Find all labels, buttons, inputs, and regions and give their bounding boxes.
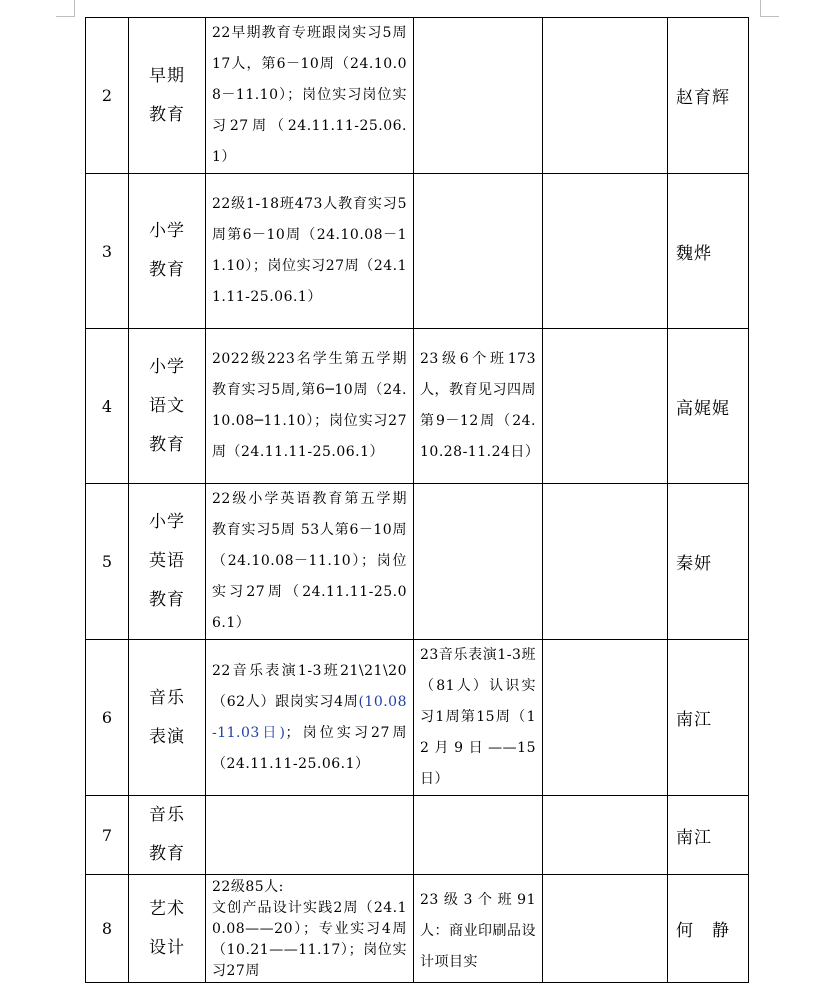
plan-cell [206, 875, 414, 983]
empty-cell [543, 484, 668, 640]
plan-b-cell: 23级6个班173人，教育见习四周第9－12周（24.10.28-11.24日） [414, 329, 543, 484]
major-cell [129, 875, 206, 983]
table-row [86, 484, 749, 640]
major-line: 设计 [149, 937, 185, 958]
plan-text: ；岗位实习27周（24.11.11-25.06.1） [212, 724, 407, 772]
plan-b-cell: 23级3个班91人：商业印刷品设计项目实 [414, 875, 543, 983]
major-line: 小学 [149, 221, 185, 241]
major-cell [129, 18, 206, 174]
plan-line: 22级85人: [212, 879, 284, 895]
person-cell: 魏烨 [668, 174, 749, 329]
major-line: 教育 [149, 844, 185, 864]
internship-plan-table [85, 17, 749, 983]
row-number: 2 [86, 18, 129, 174]
major-line: 音乐 [149, 805, 185, 825]
plan-cell: 2022级223名学生第五学期教育实习5周,第6─10周（24.10.08─11.10）；岗位实习27周（24.11.11-25.06.1） [206, 329, 414, 484]
major-line: 早期 [149, 65, 185, 86]
table-row [86, 796, 749, 875]
table-row [86, 174, 749, 329]
page-corner-mark-right [760, 0, 779, 17]
major-line: 小学 [149, 356, 185, 377]
plan-date-highlight: (10.08-11.03日) [212, 693, 407, 741]
row-number: 6 [86, 640, 129, 796]
major-line: 表演 [149, 726, 185, 747]
major-line: 小学 [149, 512, 185, 532]
plan-b-cell [414, 18, 543, 174]
major-line: 教育 [149, 260, 185, 280]
major-cell [129, 484, 206, 640]
empty-cell [543, 875, 668, 983]
person-cell: 高娓娓 [668, 329, 749, 484]
major-line: 英语 [149, 551, 185, 571]
empty-cell [543, 174, 668, 329]
plan-b-cell [414, 174, 543, 329]
row-number: 3 [86, 174, 129, 329]
person-cell: 何 静 [668, 875, 749, 983]
plan-text: 22音乐表演1-3班21\21\20（62人）跟岗实习4周 [212, 662, 407, 710]
plan-cell [206, 796, 414, 875]
row-number: 8 [86, 875, 129, 983]
plan-cell: 22级1-18班473人教育实习5周第6－10周（24.10.08－11.10）；岗位实习27周（24.11.11-25.06.1） [206, 174, 414, 329]
major-line: 音乐 [149, 687, 185, 708]
row-number: 5 [86, 484, 129, 640]
major-line: 教育 [149, 104, 185, 125]
table-row [86, 329, 749, 484]
empty-cell [543, 329, 668, 484]
person-cell: 南江 [668, 640, 749, 796]
empty-cell [543, 640, 668, 796]
major-line: 教育 [149, 434, 185, 455]
major-line: 语文 [149, 395, 185, 416]
plan-cell: 22级小学英语教育第五学期 教育实习5周 53人第6－10周（24.10.08－11.10）；岗位实习27周（24.11.11-25.06.1） [206, 484, 414, 640]
person-cell: 南江 [668, 796, 749, 875]
major-line: 艺术 [149, 898, 185, 919]
major-cell [129, 174, 206, 329]
major-cell [129, 640, 206, 796]
empty-cell [543, 18, 668, 174]
table-row [86, 18, 749, 174]
row-number: 7 [86, 796, 129, 875]
empty-cell [543, 796, 668, 875]
table-row [86, 875, 749, 983]
plan-b-cell [414, 484, 543, 640]
table-row [86, 640, 749, 796]
plan-cell [206, 640, 414, 796]
row-number: 4 [86, 329, 129, 484]
person-cell: 秦妍 [668, 484, 749, 640]
plan-b-cell: 23音乐表演1-3班（81人）认识实习1周第15周（12月9日——15日） [414, 640, 543, 796]
major-line: 教育 [149, 590, 185, 610]
person-cell: 赵育辉 [668, 18, 749, 174]
major-cell [129, 329, 206, 484]
page-corner-mark-left [56, 0, 75, 17]
major-cell [129, 796, 206, 875]
plan-b-cell [414, 796, 543, 875]
plan-cell: 22早期教育专班跟岗实习5周17人，第6－10周（24.10.08－11.10）；岗位实习岗位实习27周（24.11.11-25.06.1） [206, 18, 414, 174]
plan-line: 文创产品设计实践2周（24.10.08——20）；专业实习4周（10.21——11.17）；岗位实习27周 [212, 900, 407, 979]
